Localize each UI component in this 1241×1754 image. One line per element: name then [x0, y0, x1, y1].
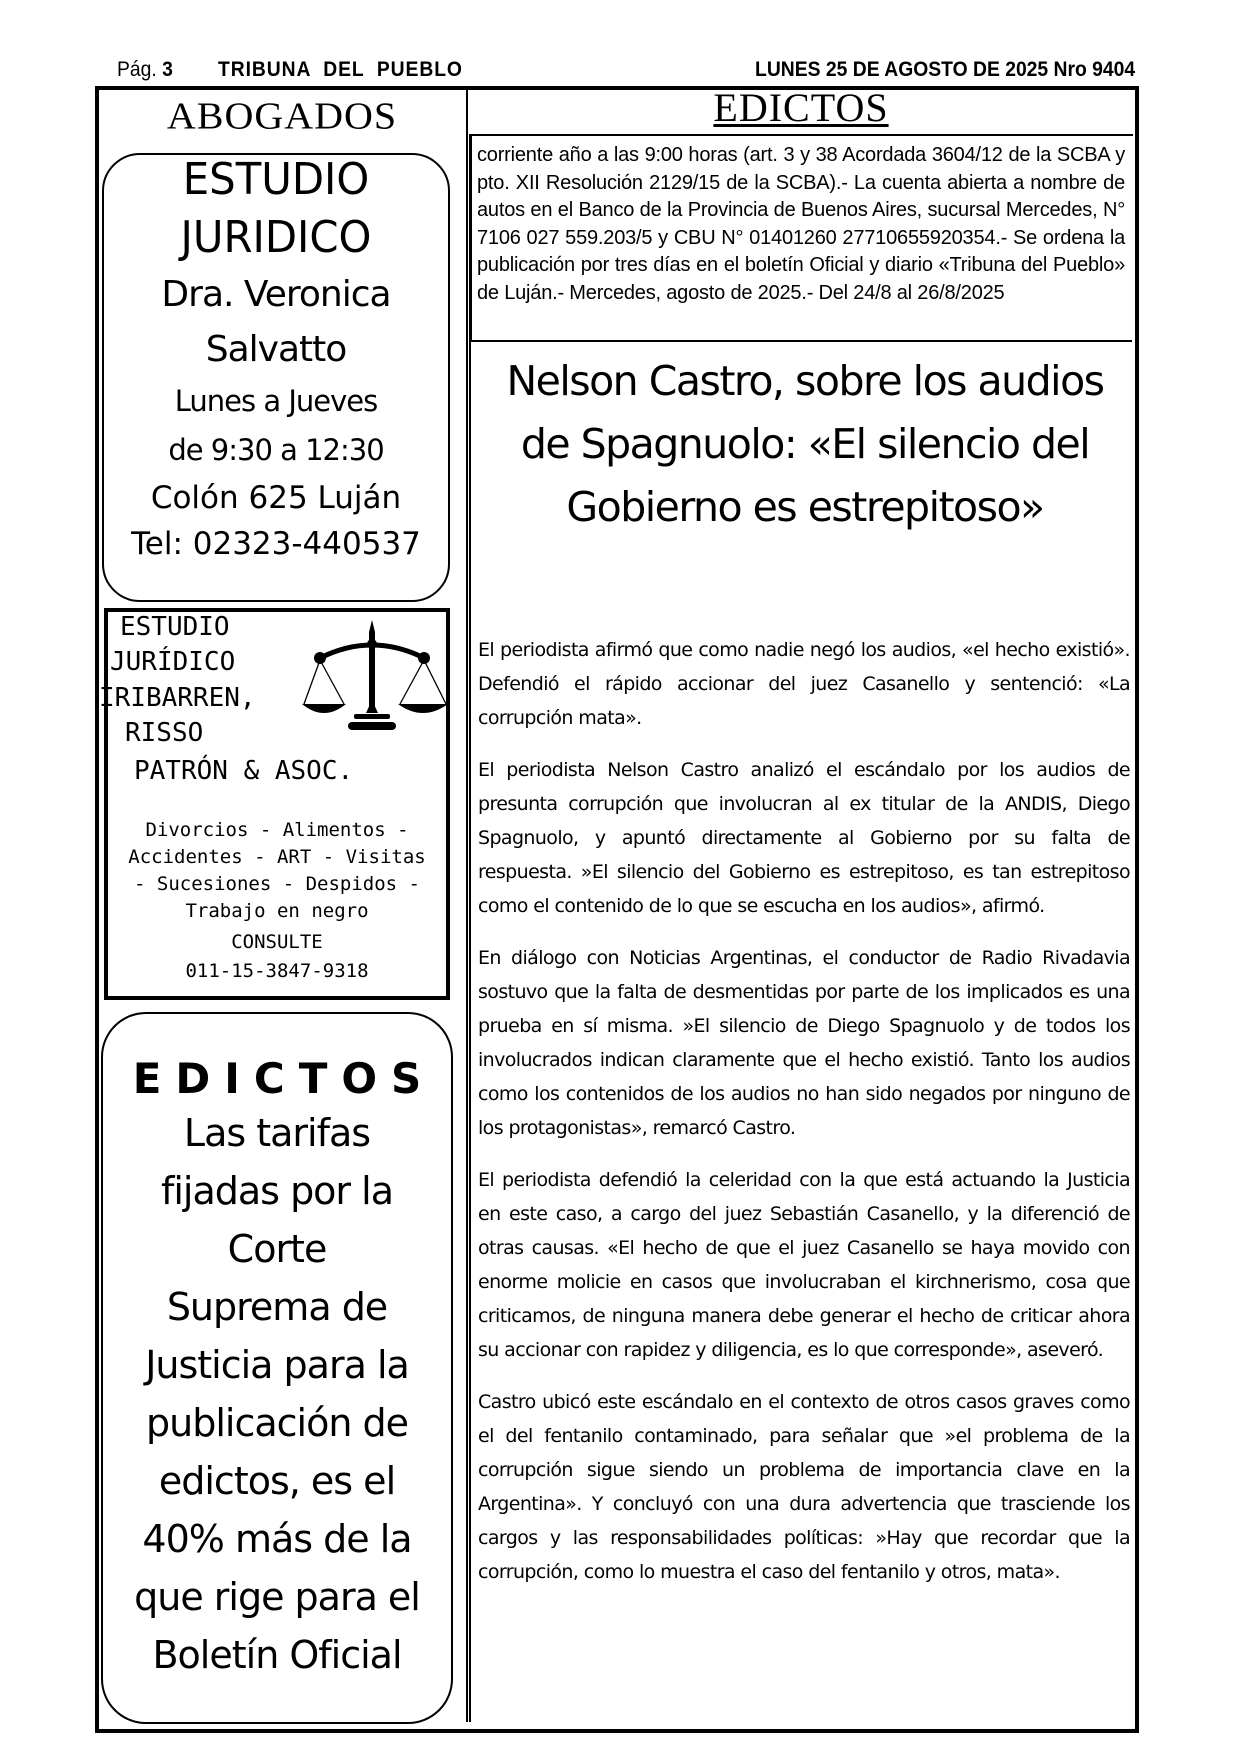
- article-paragraph: En diálogo con Noticias Argentinas, el conductor de Radio Rivadavia sostuvo que la falta de desmentidas por parte de los implicados es una prueba en sí misma. »El silencio de Diego Spagnuolo y de todos los involucrados indican claramente que el hecho existió. Tanto los audios como los contenidos de los audios no han sido negados por ninguno de los protagonistas», remarcó Castro.: [478, 947, 1130, 1139]
- services-list: [108, 817, 446, 925]
- ad-title-edictos: EDICTOS: [132, 1054, 436, 1103]
- ad-line: Las tarifas: [183, 1111, 371, 1155]
- ad-line: publicación de: [146, 1401, 408, 1445]
- article-headline: Nelson Castro, sobre los audios de Spagnuolo: «El silencio del Gobierno es estrepitoso»: [506, 357, 1104, 531]
- issue-date: LUNES 25 DE AGOSTO DE 2025 Nro 9404: [754, 58, 1135, 81]
- firm-line: RISSO: [125, 718, 204, 748]
- ad-line: JURIDICO: [180, 212, 372, 263]
- ad-line: Lunes a Jueves: [174, 384, 378, 418]
- ad-line: de 9:30 a 12:30: [168, 433, 384, 467]
- ad-line: edictos, es el: [158, 1459, 396, 1503]
- ad-line: Salvatto: [205, 329, 347, 370]
- section-title-edictos-text: EDICTOS: [713, 85, 889, 130]
- article-left-rule: [469, 342, 471, 1722]
- firm-line: ESTUDIO: [120, 612, 230, 642]
- ad-line: Justicia para la: [145, 1343, 409, 1387]
- page-number-value: 3: [162, 58, 173, 81]
- ad-line: Boletín Oficial: [152, 1633, 402, 1677]
- article-paragraph: El periodista defendió la celeridad con la que está actuando la Justicia en este caso, a cargo del juez Sebastián Casanello, y la diferenció de otras causas. «El hecho de que el juez Casanello se haya movido con enorme molicie en casos que involucraban el kirchnerismo, cosa que criticamos, de ninguna manera debe generar el hecho de criticar ahora su accionar con rapidez y diligencia, es lo que corresponde», aseveró.: [478, 1169, 1130, 1361]
- ad-edictos-tarifas: [101, 1012, 453, 1724]
- service-line: Divorcios - Alimentos -: [145, 819, 409, 841]
- newspaper-name: TRIBUNA DEL PUEBLO: [218, 58, 463, 81]
- ad-line: fijadas por la: [161, 1169, 393, 1213]
- service-line: - Sucesiones - Despidos -: [134, 873, 420, 895]
- ad-line: ESTUDIO: [182, 154, 370, 205]
- consult-phone: 011-15-3847-9318: [185, 960, 369, 982]
- firm-line: PATRÓN & ASOC.: [134, 756, 354, 786]
- scales-of-justice-icon: [302, 618, 448, 738]
- article-paragraph: Castro ubicó este escándalo en el contexto de otros casos graves como el del fentanilo contaminado, para señalar que »el problema de la corrupción sigue siendo un problema de importancia clave en la Argentina». Y concluyó con una dura advertencia que trasciende los cargos y las responsabilidades políticas: »Hay que recordar que la corrupción, como lo muestra el caso del fentanilo y otros, mata».: [478, 1391, 1130, 1583]
- page-number: [117, 58, 173, 82]
- consult-label: CONSULTE: [231, 931, 323, 953]
- page-label: Pág.: [117, 58, 157, 81]
- section-title-abogados: ABOGADOS: [166, 94, 398, 137]
- article-paragraph: El periodista Nelson Castro analizó el escándalo por los audios de presunta corrupción que involucran al ex titular de la ANDIS, Diego Spagnuolo, y apuntó directamente al Gobierno por su falta de respuesta. »El silencio del Gobierno es estrepitoso, es tan estrepitoso como el contenido de lo que se escucha en los audios», afirmó.: [478, 759, 1130, 917]
- column-divider: [466, 90, 468, 1722]
- firm-line: JURÍDICO: [110, 647, 236, 677]
- ad-line: Dra. Veronica: [161, 274, 391, 315]
- service-line: Trabajo en negro: [185, 900, 369, 922]
- article-paragraph: El periodista afirmó que como nadie negó los audios, «el hecho existió». Defendió el rápido accionar del juez Casanello y sentenció: «La corrupción mata».: [478, 639, 1130, 729]
- ad-address: Colón 625 Luján: [150, 480, 402, 516]
- consult-block: [108, 928, 446, 986]
- ad-phone: Tel: 02323-440537: [131, 526, 421, 562]
- ad-line: 40% más de la: [142, 1517, 412, 1561]
- service-line: Accidentes - ART - Visitas: [128, 846, 426, 868]
- article-body: [478, 633, 1130, 1607]
- ad-line: Corte: [227, 1227, 327, 1271]
- section-title-edictos: [469, 86, 1133, 134]
- ad-line: que rige para el: [134, 1575, 420, 1619]
- ad-body: [103, 1104, 451, 1684]
- firm-line: IRIBARREN,: [99, 683, 256, 713]
- ad-line: Suprema de: [166, 1285, 388, 1329]
- ad-estudio-salvatto: [102, 153, 450, 602]
- edicto-text: corriente año a las 9:00 horas (art. 3 y 38 Acordada 3604/12 de la SCBA y pto. XII Resolución 2129/15 de la SCBA).- La cuenta abierta a nombre de autos en el Banco de la Provincia de Buenos Aires, sucursal Mercedes, N° 7106 027 559.203/5 y CBU N° 01401260 27710655920354.- Se ordena la publicación por tres días en el boletín Oficial y diario «Tribuna del Pueblo» de Luján.- Mercedes, agosto de 2025.- Del 24/8 al 26/8/2025: [477, 144, 1125, 304]
